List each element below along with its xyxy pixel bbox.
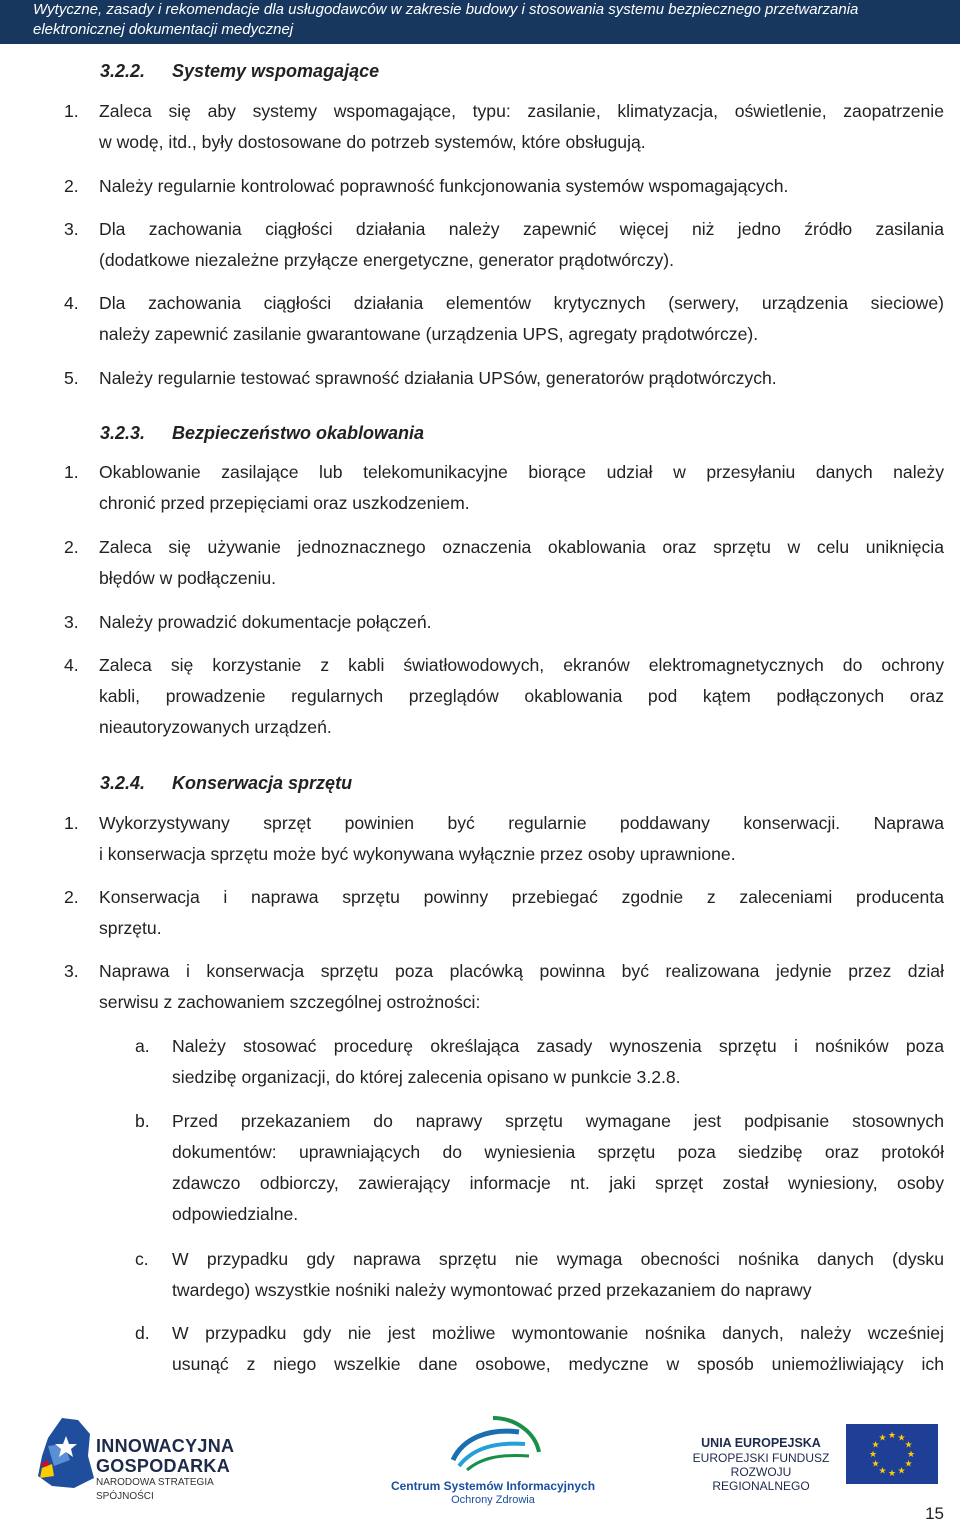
csioz-sub: Ochrony Zdrowia — [451, 1494, 535, 1506]
item-number: 2. — [64, 176, 79, 196]
page-header — [0, 0, 960, 44]
item-text: W przypadku gdy naprawa sprzętu nie wymaga obecności nośnika danych (dysku twardego) wszystkie nośniki należy wymontować przed przekazaniem do naprawy — [172, 1249, 944, 1300]
item-text: Należy regularnie testować sprawność działania UPSów, generatorów prądotwórczych. — [99, 368, 777, 388]
eu-star-icon: ★ — [878, 1432, 887, 1443]
item-text: Okablowanie zasilające lub telekomunikacyjne biorące udział w przesyłaniu danych należy chronić przed przepięciami oraz uszkodzeniem. — [99, 462, 944, 513]
item-letter: a. — [135, 1036, 150, 1056]
item-number: 4. — [64, 655, 79, 675]
item-number: 5. — [64, 368, 79, 388]
item-text: Wykorzystywany sprzęt powinien być regularnie poddawany konserwacji. Naprawa i konserwacja sprzętu może być wykonywana wyłącznie przez osoby uprawnione. — [99, 813, 944, 864]
item-text: Zaleca się korzystanie z kabli światłowodowych, ekranów elektromagnetycznych do ochrony kabli, prowadzenie regularnych przeglądów okablowania pod kątem podłączonych oraz nieautoryzowanych urządzeń. — [99, 655, 944, 737]
item-number: 1. — [64, 101, 79, 121]
eu-flag-icon — [846, 1424, 938, 1484]
eu-star-icon: ★ — [904, 1458, 913, 1469]
item-number: 2. — [64, 537, 79, 557]
item-text: Należy stosować procedurę określająca zasady wynoszenia sprzętu i nośników poza siedzibę organizacji, do której zalecenia opisano w punkcie 3.2.8. — [172, 1036, 944, 1087]
item-text: Przed przekazaniem do naprawy sprzętu wymagane jest podpisanie stosownych dokumentów: uprawniających do wyniesienia sprzętu poza siedzibę oraz protokół zdawczo odbiorczy, zawierający informacje nt. jaki sprzęt został wyniesiony, osoby odpowiedzialne. — [172, 1111, 944, 1224]
eu-star-icon: ★ — [871, 1458, 880, 1469]
csioz-logo — [388, 1414, 598, 1507]
item-number: 2. — [64, 887, 79, 907]
item-letter: d. — [135, 1323, 150, 1343]
section-number: 3.2.3. — [100, 423, 146, 443]
header-title: Wytyczne, zasady i rekomendacje dla usługodawców w zakresie budowy i stosowania systemu bezpiecznego przetwarzania elektronicznej dokumentacji medycznej — [33, 1, 859, 38]
item-text: Dla zachowania ciągłości działania elementów krytycznych (serwery, urządzenia sieciowe) należy zapewnić zasilanie gwarantowane (urządzenia UPS, agregaty prądotwórcze). — [99, 293, 944, 344]
item-number: 1. — [64, 813, 79, 833]
eu-star-icon: ★ — [887, 1430, 897, 1440]
item-text: Zaleca się używanie jednoznacznego oznaczenia okablowania oraz sprzętu w celu uniknięcia błędów w podłączeniu. — [99, 537, 944, 588]
eu-fund-text: UNIA EUROPEJSKA EUROPEJSKI FUNDUSZ ROZWOJU REGIONALNEGO — [692, 1436, 830, 1493]
csioz-emblem-icon — [433, 1414, 553, 1474]
eu-star-icon: ★ — [897, 1432, 906, 1443]
eu-star-icon: ★ — [887, 1468, 897, 1478]
section-heading — [100, 421, 424, 445]
item-number: 3. — [64, 961, 79, 981]
item-text: Dla zachowania ciągłości działania należy zapewnić więcej niż jedno źródło zasilania (dodatkowe niezależne przyłącze energetyczne, generator prądotwórczy). — [99, 219, 944, 270]
page-number: 15 — [925, 1504, 944, 1523]
item-number: 4. — [64, 293, 79, 313]
section-number: 3.2.4. — [100, 773, 146, 793]
ig-text: INNOWACYJNA GOSPODARKA NARODOWA STRATEGIA SPÓJNOŚCI — [96, 1436, 235, 1502]
page-footer — [0, 1400, 960, 1528]
section-heading — [100, 771, 352, 795]
eu-star-icon: ★ — [897, 1465, 906, 1476]
item-text: Naprawa i konserwacja sprzętu poza placówką powinna być realizowana jedynie przez dział serwisu z zachowaniem szczególnej ostrożności: — [99, 961, 944, 1012]
item-text: Zaleca się aby systemy wspomagające, typu: zasilanie, klimatyzacja, oświetlenie, zaopatrzenie w wodę, itd., były dostosowane do potrzeb systemów, które obsługują. — [99, 101, 944, 152]
item-number: 3. — [64, 612, 79, 632]
star-map-icon — [34, 1416, 96, 1490]
section-heading — [100, 59, 379, 83]
eu-star-icon: ★ — [868, 1449, 878, 1459]
section-title: Konserwacja sprzętu — [172, 773, 353, 793]
eu-star-icon: ★ — [871, 1439, 880, 1450]
eu-star-icon: ★ — [904, 1439, 913, 1450]
section-number: 3.2.2. — [100, 61, 146, 81]
item-text: Należy prowadzić dokumentacje połączeń. — [99, 612, 432, 632]
item-letter: b. — [135, 1111, 150, 1131]
item-text: W przypadku gdy nie jest możliwe wymontowanie nośnika danych, należy wcześniej usunąć z niego wszelkie dane osobowe, medyczne w sposób uniemożliwiający ich — [172, 1323, 944, 1374]
eu-star-icon: ★ — [878, 1465, 887, 1476]
innowacyjna-gospodarka-logo — [34, 1416, 235, 1502]
section-title: Bezpieczeństwo okablowania — [172, 423, 425, 443]
item-number: 3. — [64, 219, 79, 239]
item-letter: c. — [135, 1249, 149, 1269]
eu-star-icon: ★ — [906, 1449, 916, 1459]
item-text: Konserwacja i naprawa sprzętu powinny przebiegać zgodnie z zaleceniami producenta sprzętu. — [99, 887, 944, 938]
csioz-name: Centrum Systemów Informacyjnych — [390, 1479, 596, 1493]
item-number: 1. — [64, 462, 79, 482]
section-title: Systemy wspomagające — [172, 61, 380, 81]
item-text: Należy regularnie kontrolować poprawność funkcjonowania systemów wspomagających. — [99, 176, 789, 196]
